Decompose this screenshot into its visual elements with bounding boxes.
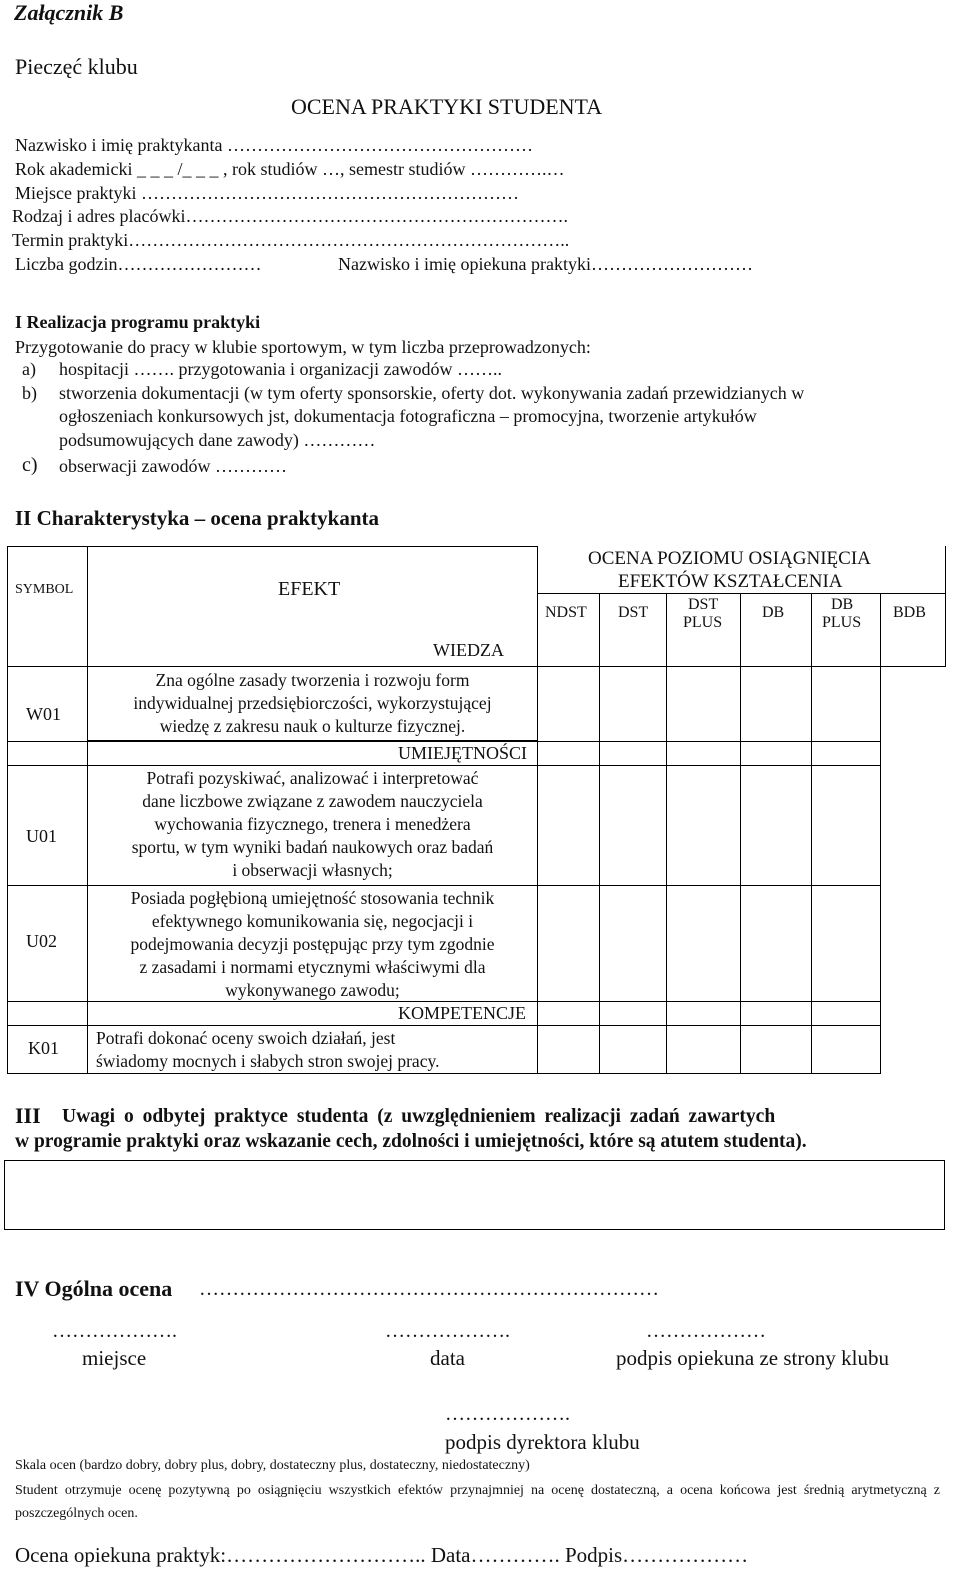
section-1-intro: Przygotowanie do pracy w klubie sportowym, w tym liczba przeprowadzonych: bbox=[15, 337, 591, 357]
item-a-marker: a) bbox=[22, 359, 36, 379]
item-b-line-3: podsumowujących dane zawody) ………… bbox=[59, 430, 376, 450]
grade-dst-plus-line-1: DST bbox=[688, 596, 719, 613]
club-stamp-label: Pieczęć klubu bbox=[15, 54, 138, 79]
footer-supervisor-assessment: Ocena opiekuna praktyk:……………………….. Data…………. Podpis……………… bbox=[15, 1543, 749, 1567]
director-dots: ………………. bbox=[445, 1403, 570, 1425]
signature-dots: ……………… bbox=[646, 1320, 766, 1342]
table-header-level-line-2: EFEKTÓW KSZTAŁCENIA bbox=[618, 571, 843, 592]
item-b-line-1: stworzenia dokumentacji (w tym oferty sponsorskie, oferty dot. wykonywania zadań przewidzianych w bbox=[59, 383, 805, 403]
grade-db: DB bbox=[762, 604, 785, 621]
field-internship-place: Miejsce praktyki ……………………………………………………… bbox=[15, 183, 519, 203]
grade-bdb: BDB bbox=[893, 604, 926, 621]
item-c-marker: c) bbox=[22, 454, 38, 476]
field-academic-year: Rok akademicki _ _ _ /_ _ _ , rok studiów …, semestr studiów ………….… bbox=[15, 159, 565, 179]
section-3-numeral: III bbox=[15, 1103, 41, 1128]
table-header-effect: EFEKT bbox=[278, 578, 341, 600]
symbol-k01: K01 bbox=[28, 1038, 59, 1058]
grading-scale-note: Skala ocen (bardzo dobry, dobry plus, dobry, dostateczny plus, dostateczny, niedostateczny) bbox=[15, 1458, 530, 1473]
grade-db-plus-line-2: PLUS bbox=[822, 614, 862, 631]
attachment-label: Załącznik B bbox=[14, 0, 124, 25]
table-header-symbol: SYMBOL bbox=[15, 582, 74, 597]
category-knowledge: WIEDZA bbox=[433, 640, 504, 660]
place-label: miejsce bbox=[82, 1346, 147, 1370]
symbol-u01: U01 bbox=[26, 826, 57, 846]
symbol-u02: U02 bbox=[26, 931, 57, 951]
remarks-box[interactable] bbox=[4, 1160, 945, 1230]
field-facility: Rodzaj i adres placówki………………………………………………………. bbox=[12, 206, 568, 226]
grade-dst-plus-line-2: PLUS bbox=[683, 614, 723, 631]
item-b-marker: b) bbox=[22, 383, 37, 403]
document-title: OCENA PRAKTYKI STUDENTA bbox=[291, 94, 603, 119]
section-3-line-1: Uwagi o odbytej praktyce studenta (z uwzględnieniem realizacji zadań zawartych bbox=[62, 1106, 776, 1127]
section-1-heading: I Realizacja programu praktyki bbox=[15, 312, 261, 332]
item-b-line-2: ogłoszeniach konkursowych jst, dokumentacja fotograficzna – promocyjna, tworzenie artykułów bbox=[59, 406, 757, 426]
section-2-heading: II Charakterystyka – ocena praktykanta bbox=[15, 506, 380, 530]
place-dots: ………………. bbox=[52, 1320, 177, 1342]
section-3-line-2: w programie praktyki oraz wskazanie cech, zdolności i umiejętności, które są atutem studenta). bbox=[15, 1131, 807, 1152]
field-term: Termin praktyki……………………………………………………………….. bbox=[12, 230, 570, 250]
item-a-text: hospitacji ……. przygotowania i organizacji zawodów …….. bbox=[59, 359, 503, 379]
date-dots: ………………. bbox=[385, 1320, 510, 1342]
effect-w01: Zna ogólne zasady tworzenia i rozwoju form indywidualnej przedsiębiorczości, wykorzystującej wiedzę z zakresu nauk o kulturze fizycznej. bbox=[133, 670, 492, 736]
grade-dst: DST bbox=[618, 604, 649, 621]
effect-u02: Posiada pogłębioną umiejętność stosowania technik efektywnego komunikowania się, negocjacji i podejmowania decyzji postępując przy tym zgodnie z zasadami i normami etycznymi właściwymi dla wykonywanego zawodu; bbox=[130, 888, 495, 1000]
table-header-level-line-1: OCENA POZIOMU OSIĄGNIĘCIA bbox=[588, 548, 871, 569]
field-intern-name: Nazwisko i imię praktykanta …………………………………………… bbox=[15, 135, 533, 155]
club-supervisor-signature-label: podpis opiekuna ze strony klubu bbox=[616, 1346, 889, 1370]
overall-grade-dots: …………………………………………………………… bbox=[199, 1278, 659, 1300]
grade-db-plus-line-1: DB bbox=[831, 596, 854, 613]
effect-k01: Potrafi dokonać oceny swoich działań, jest świadomy mocnych i słabych stron swojej pracy. bbox=[96, 1028, 440, 1071]
category-skills: UMIEJĘTNOŚCI bbox=[398, 743, 527, 763]
item-c-text: obserwacji zawodów ………… bbox=[59, 456, 287, 476]
effect-u01: Potrafi pozyskiwać, analizować i interpretować dane liczbowe związane z zawodem nauczyciela wychowania fizycznego, trenera i menedżera sportu, w tym wyniki badań naukowych oraz badań i obserwacji własnych; bbox=[131, 768, 494, 880]
section-4-heading: IV Ogólna ocena bbox=[15, 1276, 173, 1301]
director-signature-label: podpis dyrektora klubu bbox=[445, 1430, 640, 1454]
symbol-w01: W01 bbox=[26, 704, 61, 724]
grading-rule-note: Student otrzymuje ocenę pozytywną po osiągnięciu wszystkich efektów przynajmniej na ocenę dostateczną, a ocena końcowa jest średnią arytmetyczną z poszczególnych ocen. bbox=[15, 1483, 940, 1521]
grade-ndst: NDST bbox=[545, 604, 587, 621]
category-competences: KOMPETENCJE bbox=[398, 1003, 527, 1023]
field-hours: Liczba godzin…………………… bbox=[15, 254, 262, 274]
date-label: data bbox=[430, 1346, 465, 1370]
field-supervisor: Nazwisko i imię opiekuna praktyki……………………… bbox=[338, 254, 753, 274]
